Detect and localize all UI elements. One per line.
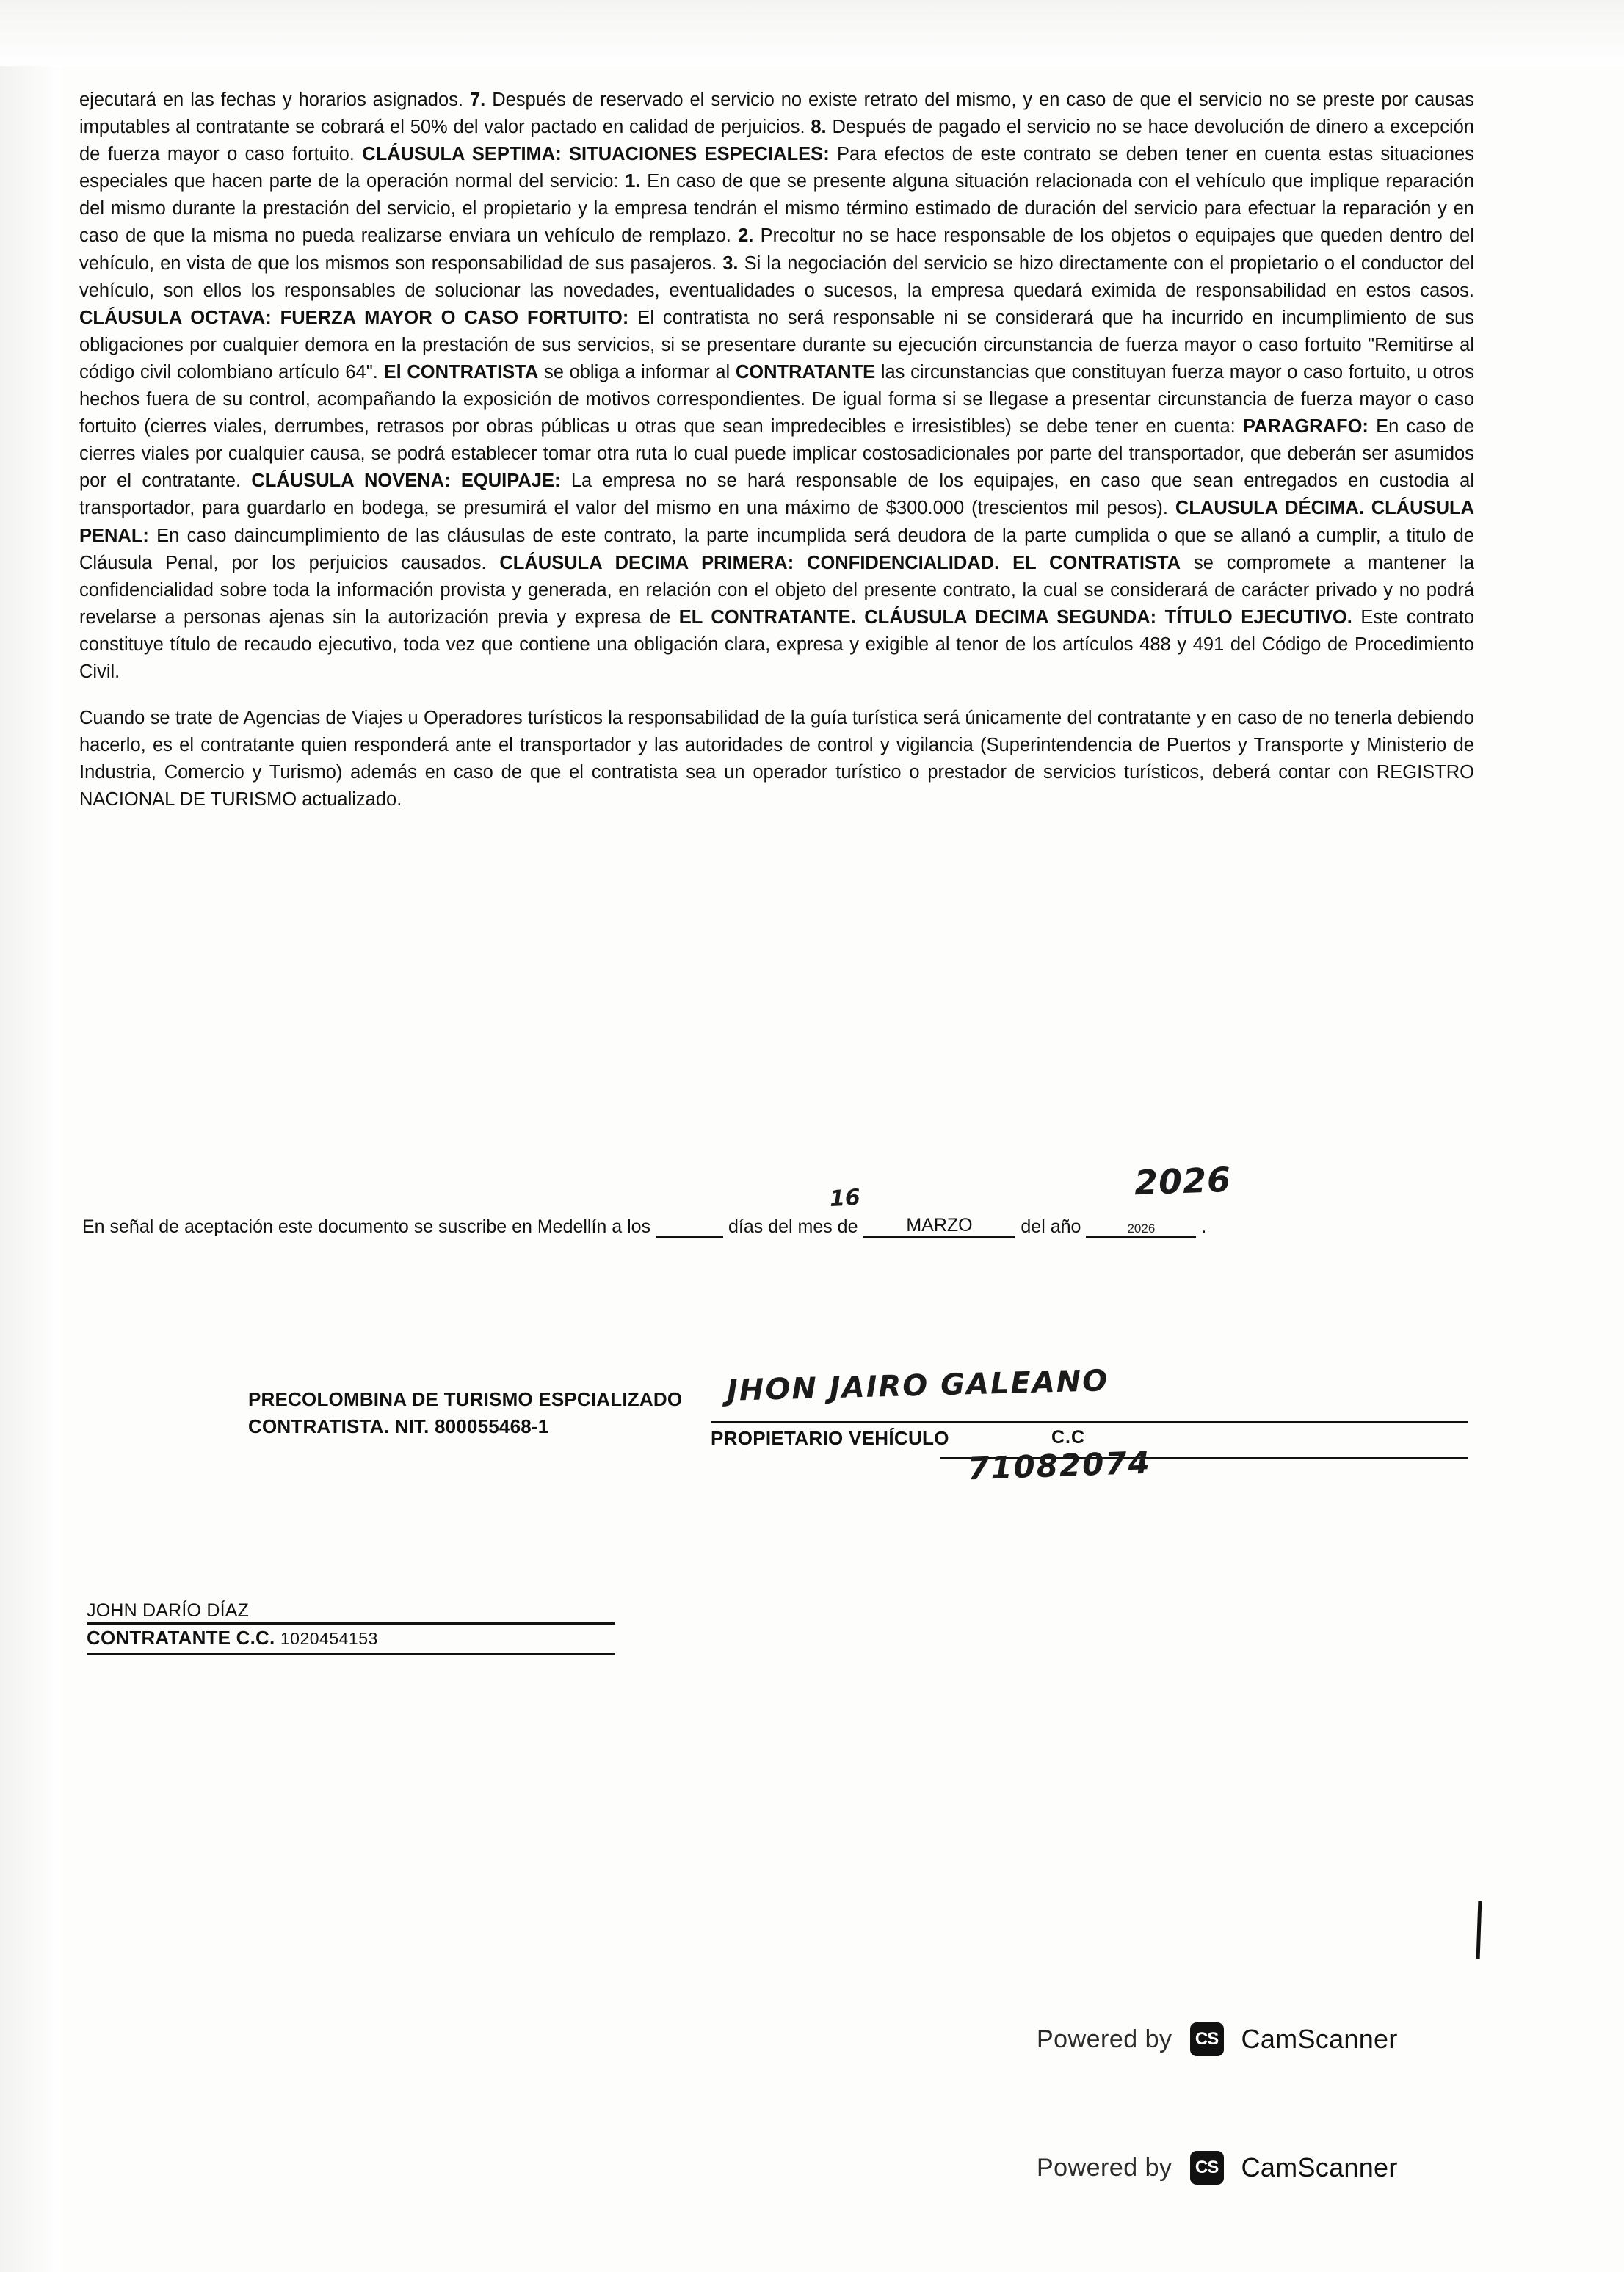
acceptance-lead-text: En señal de aceptación este documento se suscribe en Medellín a los [82, 1216, 651, 1237]
contract-paragraph-2 [79, 705, 1474, 813]
acceptance-period: . [1201, 1216, 1207, 1237]
handwritten-year: 2026 [1134, 1159, 1232, 1203]
text-run: 7. [469, 90, 486, 110]
text-run: las circunstancias que constituyan fuerza mayor o caso fortuito, u otros hechos fuera de su control, acompañando la exposición de motivos correspondientes. De igual forma si se llegase a presentar circunstancia de fuerza mayor o caso fortuito (cierres viales, derrumbes, retrasos por obras públicas u otras que sean impredecibles e irresistibles) se debe tener en cuenta: [79, 361, 1474, 438]
acceptance-day-blank[interactable] [656, 1215, 723, 1238]
camscanner-powered-by-label: Powered by [1037, 2025, 1172, 2053]
propietario-signature-rule [711, 1421, 1468, 1423]
acceptance-mid-text: días del mes de [728, 1216, 858, 1237]
camscanner-brand-name: CamScanner [1241, 2024, 1398, 2054]
text-run: Si la negociación del servicio se hizo directamente con el propietario o el conductor del vehículo, son ellos los responsables de solucionar las novedades, eventualidades o sucesos, la empresa quedará eximida de responsabilidad en estos casos. [79, 253, 1474, 301]
camscanner-logo-icon: CS [1190, 2022, 1224, 2056]
text-run: El CONTRATISTA [383, 361, 539, 382]
contratante-signature-block [87, 1600, 645, 1649]
text-run: ejecutará en las fechas y horarios asignados. [79, 90, 470, 110]
contratante-name: JOHN DARÍO DÍAZ [87, 1600, 250, 1621]
text-run: se obliga a informar al [538, 361, 736, 382]
text-run: CLÁUSULA SEPTIMA: SITUACIONES ESPECIALES: [362, 144, 830, 165]
text-run: Precoltur no se hace responsable de los objetos o equipajes que queden dentro del vehículo, en vista de que los mismos son responsabilidad de sus pasajeros. [79, 225, 1474, 274]
text-run: 1. [625, 171, 641, 192]
text-run: 2. [738, 225, 754, 247]
text-run: Cuando se trate de Agencias de Viajes u Operadores turísticos la responsabilidad de la guía turística será únicamente del contratante y en caso de no tenerla debiendo hacerlo, es el contratante quien responderá ante el transportador y las autoridades de control y vigilancia (Superintendencia de Puertos y Transporte y Ministerio de Industria, Comercio y Turismo) además en caso de que el contratista sea un operador turístico o prestador de servicios turísticos, deberá contar con REGISTRO NACIONAL DE TURISMO actualizado. [79, 708, 1474, 810]
camscanner-watermark-lower [1037, 2151, 1398, 2185]
propietario-role-label: PROPIETARIO VEHÍCULO [711, 1427, 949, 1449]
acceptance-year-printed[interactable]: 2026 [1086, 1222, 1196, 1238]
text-run: PARAGRAFO: [1242, 416, 1369, 438]
text-run: Después de reservado el servicio no existe retrato del mismo, y en caso de que el servicio no se preste por causas imputables al contratante se cobrará el 50% del valor pactado en calidad de perjuicios. [79, 90, 1475, 138]
contratante-cc-rule [87, 1653, 615, 1655]
text-run: En caso daincumplimiento de las cláusulas de este contrato, la parte incumplida será deudora de la parte cumplida o que se allanó a cumplir, a titulo de Cláusula Penal, por los perjuicios causados. [79, 525, 1474, 573]
text-run: CLAUSULA DÉCIMA. CLÁUSULA PENAL: [79, 498, 1474, 546]
text-run: CLÁUSULA DECIMA PRIMERA: CONFIDENCIALIDAD. EL CONTRATISTA [499, 552, 1181, 573]
text-run: En caso de que se presente alguna situación relacionada con el vehículo que implique reparación del mismo durante la prestación del servicio, el propietario y la empresa tendrán el mismo término estimado de duración del servicio para efectuar la reparación y en caso de que la misma no pueda realizarse enviara un vehículo de remplazo. [79, 171, 1475, 247]
text-run: La empresa no se hará responsable de los equipajes, en caso que sean entregados en custodia al transportador, para guardarlo en bodega, se presumirá el valor del mismo en una máximo de $300.000 (trescientos mil pesos). [79, 471, 1475, 519]
contratante-role-label: CONTRATANTE C.C. [87, 1627, 275, 1649]
contratante-cc-row [87, 1627, 378, 1649]
acceptance-year-label: del año [1021, 1216, 1081, 1237]
text-run: se compromete a mantener la confidencialidad sobre toda la información provista y generada, en relación con el objeto del presente contrato, la cual se considerará de carácter privado y no podrá revelarse a personas ajenas sin la autorización previa y expresa de [79, 552, 1474, 628]
text-run: CONTRATANTE [735, 361, 876, 382]
acceptance-line [82, 1215, 1462, 1238]
camscanner-brand-name-2: CamScanner [1241, 2152, 1398, 2182]
propietario-cc-label: C.C [1051, 1427, 1086, 1448]
text-run: En caso de cierres viales por cualquier causa, se podrá establecer tomar otra ruta lo cual puede implicar costosadicionales por parte del transportador, que deberán ser asumidos por el contratante. [79, 416, 1475, 492]
contratista-company: PRECOLOMBINA DE TURISMO ESPCIALIZADO [248, 1388, 683, 1410]
contratante-cc-value: 1020454153 [280, 1629, 378, 1648]
text-run: EL CONTRATANTE. CLÁUSULA DECIMA SEGUNDA: TÍTULO EJECUTIVO. [678, 606, 1352, 628]
text-run: El contratista no será responsable ni se considerará que ha incurrido en incumplimiento de sus obligaciones por cualquier demora en la prestación de sus servicios, si se presentare durante su ejecución circunstancia de fuerza mayor o caso fortuito "Remitirse al código civil colombiano artículo 64". [79, 307, 1474, 382]
contratante-name-rule [87, 1622, 615, 1625]
contract-paragraph-1 [79, 87, 1474, 686]
text-run: 3. [722, 253, 739, 274]
text-run: 8. [811, 117, 827, 138]
stray-pen-mark [1476, 1901, 1482, 1959]
propietario-handwritten-signature: JHON JAIRO GALEANO [726, 1364, 1109, 1408]
text-run: Para efectos de este contrato se deben tener en cuenta estas situaciones especiales que hacen parte de la operación normal del servicio: [79, 144, 1474, 192]
camscanner-powered-by-label-2: Powered by [1037, 2153, 1172, 2182]
handwritten-day: 16 [829, 1184, 861, 1213]
contratista-role: CONTRATISTA. NIT. 800055468-1 [248, 1415, 549, 1437]
contratista-signature-block [248, 1386, 682, 1440]
text-run: CLÁUSULA NOVENA: EQUIPAJE: [251, 471, 561, 492]
scan-edge-shadow-left [0, 0, 62, 2272]
text-run: CLÁUSULA OCTAVA: FUERZA MAYOR O CASO FORTUITO: [79, 307, 629, 328]
propietario-handwritten-cc: 71082074 [967, 1444, 1152, 1487]
text-run: Después de pagado el servicio no se hace devolución de dinero a excepción de fuerza mayor o caso fortuito. [79, 117, 1474, 165]
contract-body-text [79, 87, 1474, 813]
camscanner-watermark-upper [1037, 2022, 1398, 2056]
text-run: Este contrato constituye título de recaudo ejecutivo, toda vez que contiene una obligación clara, expresa y exigible al tenor de los artículos 488 y 491 del Código de Procedimiento Civil. [79, 606, 1475, 682]
camscanner-logo-icon-2: CS [1190, 2151, 1224, 2185]
acceptance-month-value[interactable]: MARZO [863, 1215, 1015, 1238]
scan-edge-shadow-top [0, 0, 1624, 66]
